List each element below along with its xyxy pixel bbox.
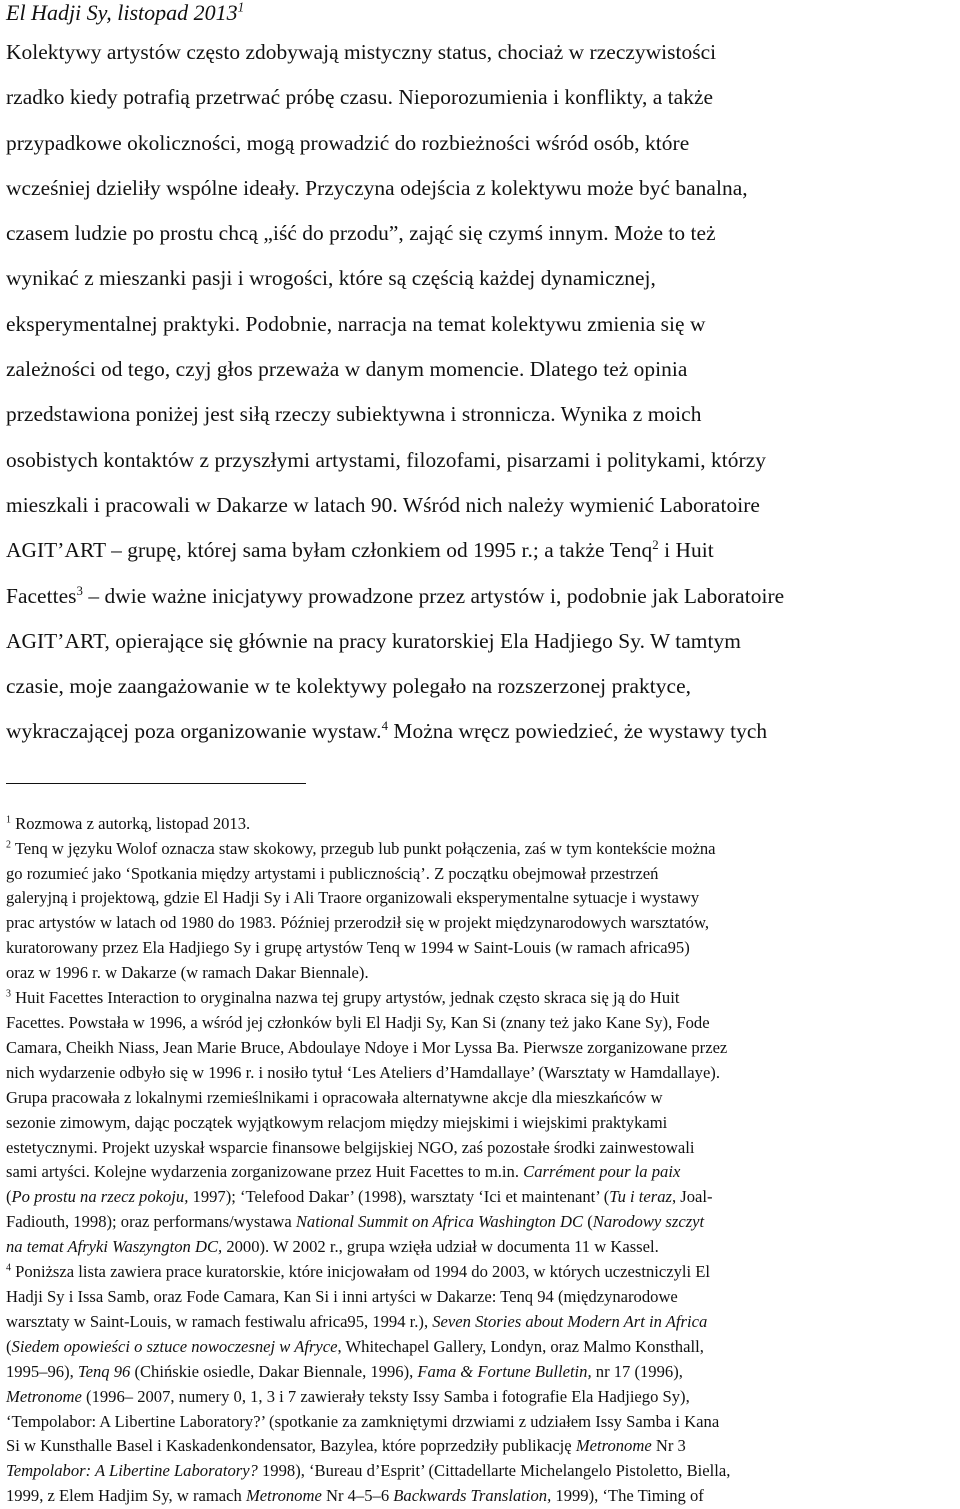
footnote-text: Poniższa lista zawiera prace kuratorskie, które inicjowałam od 1994 do 2003, w których uczestniczyli El [10, 1262, 711, 1282]
body-line: przedstawiona poniżej jest siłą rzeczy subiektywna i stronnicza. Wynika z moich [6, 402, 702, 427]
body-line: osobistych kontaktów z przyszłymi artystami, filozofami, pisarzami i politykami, którzy [6, 447, 766, 472]
footnote-line [6, 1484, 954, 1509]
footnote-4 [6, 1260, 954, 1285]
body-line [6, 574, 954, 619]
italic-title: Tu i teraz [609, 1187, 672, 1207]
italic-title: Siedem opowieści o sztuce nowoczesnej w Afryce [11, 1336, 338, 1356]
body-line: wynikać z mieszanki pasji i wrogości, które są częścią każdej dynamicznej, [6, 266, 656, 291]
footnote-text: ( [583, 1212, 593, 1232]
footnote-text: Rozmowa z autorką, listopad 2013. [10, 813, 251, 833]
footnote-line: ‘Tempolabor: A Libertine Laboratory?’ (spotkanie za zamkniętymi drzwiami z udziałem Issy Samba i Kana [6, 1411, 720, 1431]
footnote-number: 3 [6, 988, 11, 1000]
body-line: rzadko kiedy potrafią przetrwać próbę czasu. Nieporozumienia i konflikty, a także [6, 85, 714, 110]
body-text-segment: i Huit [658, 538, 714, 563]
footnote-text: Huit Facettes Interaction to oryginalna nazwa tej grupy artystów, jednak często skraca się ją do Huit [10, 988, 680, 1008]
italic-title: Backwards Translation, [393, 1486, 552, 1506]
italic-title: National Summit on Africa Washington DC [295, 1212, 584, 1232]
body-text-segment: – dwie ważne inicjatywy prowadzone przez artystów i, podobnie jak Laboratoire [82, 583, 785, 608]
body-text-segment: Można wręcz powiedzieć, że wystawy tych [388, 719, 768, 744]
footnote-ref-2[interactable]: 2 [652, 538, 659, 553]
footnote-text: Nr 4–5–6 [321, 1486, 394, 1506]
footnote-line: nich wydarzenie odbyło się w 1996 r. i nosiło tytuł ‘Les Ateliers d’Hamdallaye’ (Warsztaty w Hamdallaye). [6, 1062, 720, 1082]
footnote-text: 2000). W 2002 r., grupa wzięła udział w documenta 11 w Kassel. [222, 1237, 659, 1257]
body-line: mieszkali i pracowali w Dakarze w latach 90. Wśród nich należy wymienić Laboratoire [6, 492, 760, 517]
footnote-line: kuratorowany przez Ela Hadjiego Sy i grupę artystów Tenq w 1994 w Saint-Louis (w ramach africa95) [6, 938, 690, 958]
body-text-segment: AGIT’ART – grupę, której sama byłam członkiem od 1995 r.; a także Tenq [6, 538, 653, 563]
footnote-text: 1995–96), [6, 1361, 78, 1381]
footnote-line [6, 1360, 954, 1385]
footnote-text: nr 17 (1996), [591, 1361, 683, 1381]
footnote-text: ( [6, 1336, 12, 1356]
footnote-ref-1[interactable]: 1 [237, 0, 245, 15]
footnotes [6, 802, 954, 1509]
footnote-number: 1 [6, 814, 11, 826]
footnote-text: ( [6, 1187, 12, 1207]
footnote-line [6, 1160, 954, 1185]
footnote-line: Hadji Sy i Issa Samb, oraz Fode Camara, Kan Si i inni artyści w Dakarze: Tenq 94 (międzynarodowe [6, 1286, 678, 1306]
footnote-divider [6, 783, 306, 784]
footnote-text: 1998), ‘Bureau d’Esprit’ (Cittadellarte Michelangelo Pistoletto, Biella, [257, 1461, 731, 1481]
body-text-segment: wykraczającej poza organizowanie wystaw. [6, 719, 382, 744]
footnote-number: 4 [6, 1262, 11, 1274]
body-line: przypadkowe okoliczności, mogą prowadzić do rozbieżności wśród osób, które [6, 130, 690, 155]
footnote-line: prac artystów w latach od 1980 do 1983. Później przerodził się w projekt międzynarodowych warsztatów, [6, 913, 710, 933]
spacer [6, 802, 954, 812]
body-line: zależności od tego, czyj głos przeważa w danym momencie. Dlatego też opinia [6, 357, 688, 382]
body-line: czasem ludzie po prostu chcą „iść do przodu”, zająć się czymś innym. Może to też [6, 221, 716, 246]
footnote-line [6, 1210, 954, 1235]
footnote-text: 1999), ‘The Timing of [551, 1486, 704, 1506]
footnote-line: Facettes. Powstała w 1996, a wśród jej członków byli El Hadji Sy, Kan Si (znany też jako Kane Sy), Fode [6, 1013, 710, 1032]
italic-title: na temat Afryki Waszyngton DC, [6, 1237, 223, 1257]
footnote-number: 2 [6, 839, 11, 851]
footnote-3 [6, 986, 954, 1011]
footnote-line [6, 1385, 954, 1410]
footnote-line: Grupa pracowała z lokalnymi rzemieślnikami i opracowała alternatywne akcje dla mieszkańców w [6, 1087, 663, 1107]
italic-title: Seven Stories about Modern Art in Africa [432, 1311, 708, 1331]
footnote-line: oraz w 1996 r. w Dakarze (w ramach Dakar Biennale). [6, 963, 369, 983]
italic-title: Carrément pour la paix [523, 1162, 681, 1182]
footnote-text: Tenq w języku Wolof oznacza staw skokowy, przegub lub punkt połączenia, zaś w tym kontekście można [10, 838, 716, 858]
footnote-text: 1999, z Elem Hadjim Sy, w ramach [6, 1486, 246, 1506]
footnote-line: sezonie zimowym, dając początek wyjątkowym relacjom między miejskimi i wiejskimi praktykami [6, 1112, 668, 1132]
title-text: El Hadji Sy, listopad 2013 [6, 0, 238, 25]
footnote-line [6, 1310, 954, 1335]
footnote-text: sami artyści. Kolejne wydarzenia zorganizowane przez Huit Facettes to m.in. [6, 1162, 524, 1182]
body-text-segment: Facettes [6, 583, 77, 608]
italic-title: Metronome [575, 1436, 652, 1456]
footnote-text: (Chińskie osiedle, Dakar Biennale, 1996), [130, 1361, 418, 1381]
footnote-line: estetycznymi. Projekt uzyskał wsparcie finansowe belgijskiej NGO, zaś pozostałe środki zainwestowali [6, 1137, 695, 1157]
footnote-line: Camara, Cheikh Niass, Jean Marie Bruce, Abdoulaye Ndoye i Mor Lyssa Ba. Pierwsze zorganizowane przez [6, 1037, 728, 1057]
italic-title: Tempolabor: A Libertine Laboratory? [6, 1461, 258, 1481]
footnote-text: , Joal- [671, 1187, 713, 1207]
footnote-line [6, 1434, 954, 1459]
footnote-2 [6, 837, 954, 862]
body-line: wcześniej dzieliły wspólne ideały. Przyczyna odejścia z kolektywu może być banalna, [6, 175, 748, 200]
italic-title: Po prostu na rzecz pokoju, [11, 1187, 189, 1207]
body-line: AGIT’ART, opierające się głównie na pracy kuratorskiej Ela Hadjiego Sy. W tamtym [6, 628, 741, 653]
italic-title: Narodowy szczyt [592, 1212, 705, 1232]
footnote-line [6, 1335, 954, 1360]
body-line [6, 528, 954, 573]
italic-title: Tenq 96 [77, 1361, 131, 1381]
body-line [6, 709, 954, 754]
footnote-line [6, 1459, 954, 1484]
body-line: Kolektywy artystów często zdobywają mistyczny status, chociaż w rzeczywistości [6, 40, 717, 64]
footnote-ref-4[interactable]: 4 [381, 719, 389, 734]
footnote-line: go rozumieć jako ‘Spotkania między artystami i publicznością’. Z początku obejmował przestrzeń [6, 863, 659, 883]
footnote-line [6, 1235, 954, 1260]
page-title [6, 0, 954, 30]
footnote-ref-3[interactable]: 3 [76, 583, 83, 598]
italic-title: Metronome [245, 1486, 322, 1506]
italic-title: Metronome [6, 1386, 82, 1406]
footnote-text: Fadiouth, 1998); oraz performans/wystawa [6, 1212, 296, 1232]
footnote-line: galeryjną i projektową, gdzie El Hadji Sy i Ali Traore organizowali eksperymentalne sytuacje i wystawy [6, 888, 700, 908]
footnote-1 [6, 812, 954, 837]
body-line: eksperymentalnej praktyki. Podobnie, narracja na temat kolektywu zmienia się w [6, 311, 706, 336]
footnote-text: Si w Kunsthalle Basel i Kaskadenkondensator, Bazylea, które poprzedziły publikację [6, 1436, 576, 1456]
italic-title: Fama & Fortune Bulletin, [417, 1361, 592, 1381]
footnote-text: warsztaty w Saint-Louis, w ramach festiwalu africa95, 1994 r.), [6, 1311, 433, 1331]
footnote-text: , Whitechapel Gallery, Londyn, oraz Malmo Konsthall, [337, 1336, 704, 1356]
body-line: czasie, moje zaangażowanie w te kolektywy polegało na rozszerzonej praktyce, [6, 674, 692, 699]
footnote-text: 1997); ‘Telefood Dakar’ (1998), warsztaty ‘Ici et maintenant’ ( [188, 1187, 610, 1207]
main-paragraph [6, 30, 954, 755]
footnote-text: Nr 3 [651, 1436, 686, 1456]
footnote-text: (1996– 2007, numery 0, 1, 3 i 7 zawierały teksty Issy Samba i fotografie Ela Hadjiego Sy), [81, 1386, 690, 1406]
footnote-line [6, 1185, 954, 1210]
